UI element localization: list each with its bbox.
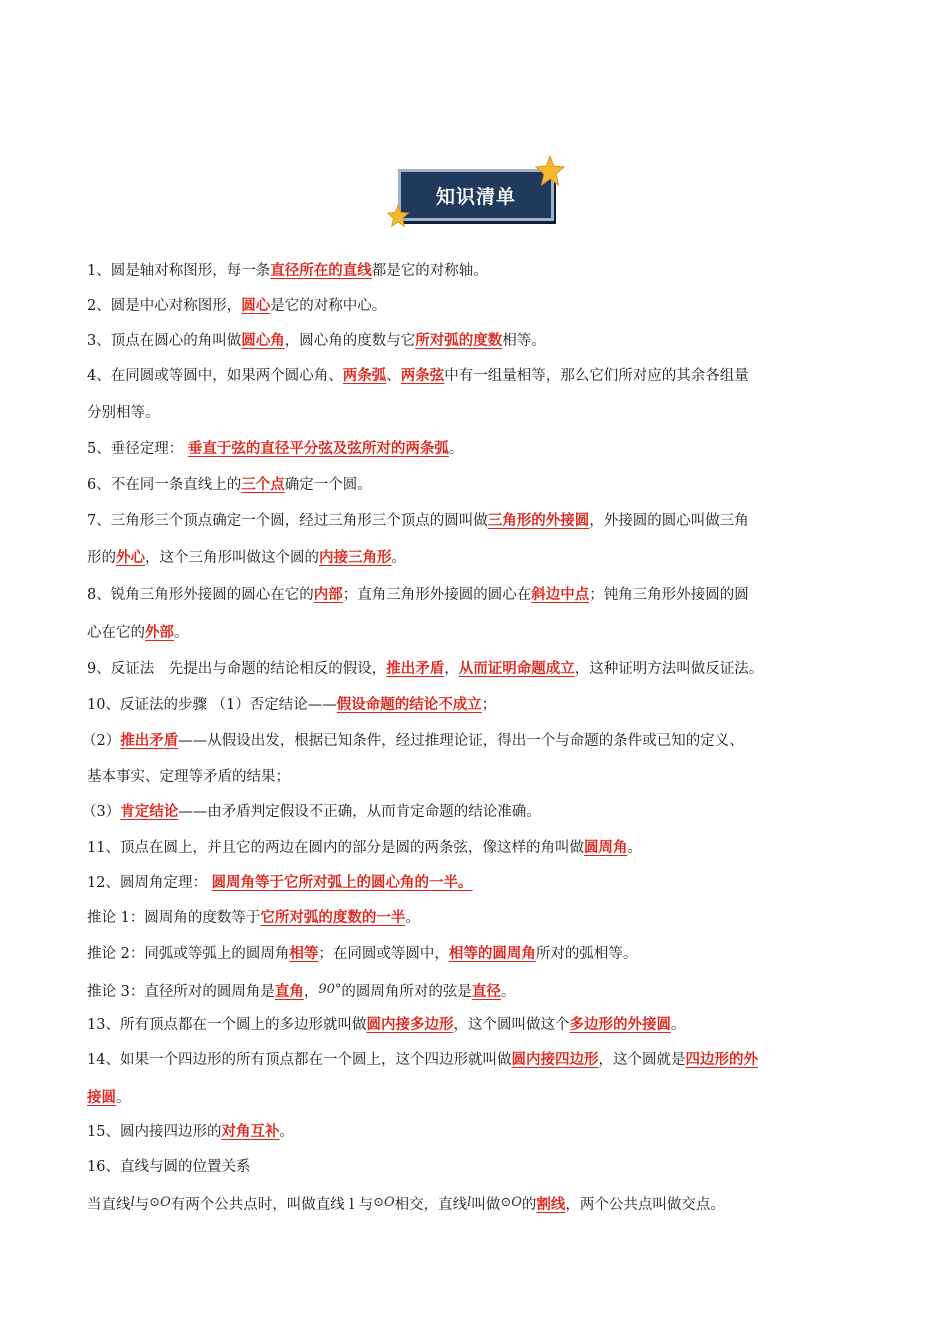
text: ——从假设出发，根据已知条件，经过推理论证，得出一个与命题的条件或已知的定义、 [178,733,744,749]
list-item [82,731,872,751]
answer: 假设命题的结论不成立 [336,696,482,713]
text: 6、不在同一条直线上的 [87,477,242,493]
list-item [87,873,877,893]
answer: 肯定结论 [120,803,179,820]
text: 12、圆周角定理： [87,875,212,891]
text: 。 [405,910,420,926]
answer: 垂直于弦的直径平分弦及弦所对的两条弧 [187,440,449,457]
list-item [87,1088,877,1108]
text: ， [444,661,459,677]
text: 13、所有顶点都在一个圆上的多边形就叫做 [87,1017,367,1033]
text: ，这个三角形叫做这个圆的 [145,550,319,566]
text: 都是它的对称轴。 [371,263,488,279]
text: 。 [116,1090,131,1106]
text: 10、反证法的步骤 （1）否定结论—— [87,697,337,713]
answer: 对角互补 [221,1123,280,1140]
list-item [87,623,877,643]
answer: 相等的圆周角 [448,945,536,962]
text: 所对的弧相等。 [535,946,638,962]
list-item [87,1015,877,1035]
text: 心在它的 [87,625,145,641]
text: ，外接圆的圆心叫做三角 [589,513,749,529]
list-item: 16、直线与圆的位置关系 [87,1159,251,1175]
answer: 两条弦 [400,367,445,384]
list-item [87,838,877,858]
answer: 所对弧的度数 [415,332,503,349]
math-expression: l [130,1195,135,1210]
text: ，圆心角的度数与它 [284,333,416,349]
text: ；在同圆或等圆中， [318,946,449,962]
text: 推论 3：直径所对的圆周角是 [87,984,275,1000]
list-item [87,944,877,964]
answer: 圆心角 [241,332,285,349]
list-item [87,659,877,679]
text: 。 [174,625,189,641]
text: 有两个公共点时，叫做直线 l 与 [170,1197,374,1213]
text: 4、在同圆或等圆中，如果两个圆心角、 [87,368,343,384]
list-item [87,695,877,715]
text: ， [303,984,319,1000]
text: 。 [670,1017,686,1033]
text: ；直角三角形外接圆的圆心在 [342,587,532,603]
text: 。 [448,441,464,457]
answer: 多边形的外接圆 [569,1016,671,1033]
text: 8、锐角三角形外接圆的圆心在它的 [87,587,314,603]
answer: 四边形的外 [685,1051,758,1068]
text: 2、圆是中心对称图形， [87,298,242,314]
answer: 直角 [274,983,304,1000]
list-item [87,331,877,351]
math-expression: ⊙O [373,1195,395,1210]
text: 当直线 [87,1197,131,1213]
list-item [87,261,877,281]
list-item [87,585,877,605]
text: 形的 [87,550,116,566]
text: 。 [391,550,406,566]
answer: 内部 [313,586,343,603]
answer: 它所对弧的度数的一半 [260,909,406,926]
answer: 推出矛盾 [120,732,179,749]
text: ； [481,697,497,713]
text: 相交，直线 [394,1197,468,1213]
answer: 三个点 [241,476,285,493]
text: 5、垂径定理： [87,441,188,457]
answer: 内接三角形 [319,549,392,566]
math-expression: ⊙O [149,1195,171,1210]
answer: 相等 [289,945,319,962]
math-expression: l [467,1195,472,1210]
list-item [87,296,877,316]
answer: 圆心 [241,297,271,314]
answer: 两条弧 [342,367,387,384]
text: 3、顶点在圆心的角叫做 [87,333,242,349]
text: 15、圆内接四边形的 [87,1124,222,1140]
list-item: 分别相等。 [87,405,160,421]
text: ；钝角三角形外接圆的圆 [589,587,749,603]
text: 确定一个圆。 [284,477,372,493]
answer: 接圆 [87,1089,116,1106]
answer: 从而证明命题成立 [458,660,575,677]
list-item [82,802,872,822]
text: 9、反证法 先提出与命题的结论相反的假设， [87,661,387,677]
list-item [87,1050,877,1070]
text: 。 [279,1124,294,1140]
answer: 推出矛盾 [386,660,445,677]
answer: 直径 [471,983,501,1000]
list-item [87,548,877,568]
answer: 圆周角 [583,839,628,856]
text: ，这种证明方法叫做反证法。 [574,661,764,677]
text: 的 [521,1197,537,1213]
answer: 圆周角等于它所对弧上的圆心角的一半。 [211,874,473,891]
list-item [87,1193,877,1215]
list-item [87,439,877,459]
text: 11、顶点在圆上，并且它的两边在圆内的部分是圆的两条弦，像这样的角叫做 [87,840,584,856]
list-item [87,1122,877,1142]
text: ，这个圆就是 [598,1052,686,1068]
text: 7、三角形三个顶点确定一个圆，经过三角形三个顶点的圆叫做 [87,513,488,529]
text: 。 [627,840,642,856]
text: 推论 1：圆周角的度数等于 [87,910,261,926]
answer: 直径所在的直线 [270,262,372,279]
text: 与 [134,1197,150,1213]
answer: 圆内接四边形 [511,1051,599,1068]
text: ——由矛盾判定假设不正确，从而肯定命题的结论准确。 [178,804,541,820]
section-title: 知识清单 [398,169,554,221]
text: ，这个圆叫做这个 [453,1017,570,1033]
answer: 外心 [116,549,145,566]
text: 是它的对称中心。 [270,298,387,314]
math-expression: ⊙O [500,1195,522,1210]
answer: 斜边中点 [531,586,590,603]
list-item [87,475,877,495]
answer: 外部 [145,624,174,641]
list-item: 基本事实、定理等矛盾的结果； [87,769,290,785]
answer: 割线 [536,1196,566,1213]
text: 1、圆是轴对称图形，每一条 [87,263,271,279]
answer: 三角形的外接圆 [487,512,590,529]
text: 的圆周角所对的弦是 [341,984,472,1000]
math-expression: 90° [318,982,342,997]
text: 叫做 [471,1197,501,1213]
text: 14、如果一个四边形的所有顶点都在一个圆上，这个四边形就叫做 [87,1052,512,1068]
answer: 圆内接多边形 [366,1016,454,1033]
text: （3） [82,804,121,820]
list-item [87,980,877,1002]
text: ，两个公共点叫做交点。 [565,1197,725,1213]
text: 、 [386,368,401,384]
text: 。 [500,984,516,1000]
text: 相等。 [502,333,546,349]
list-item [87,366,877,386]
text: （2） [82,733,121,749]
list-item [87,511,877,531]
text: 中有一组量相等，那么它们所对应的其余各组量 [444,368,749,384]
text: 推论 2：同弧或等弧上的圆周角 [87,946,290,962]
list-item [87,908,877,928]
